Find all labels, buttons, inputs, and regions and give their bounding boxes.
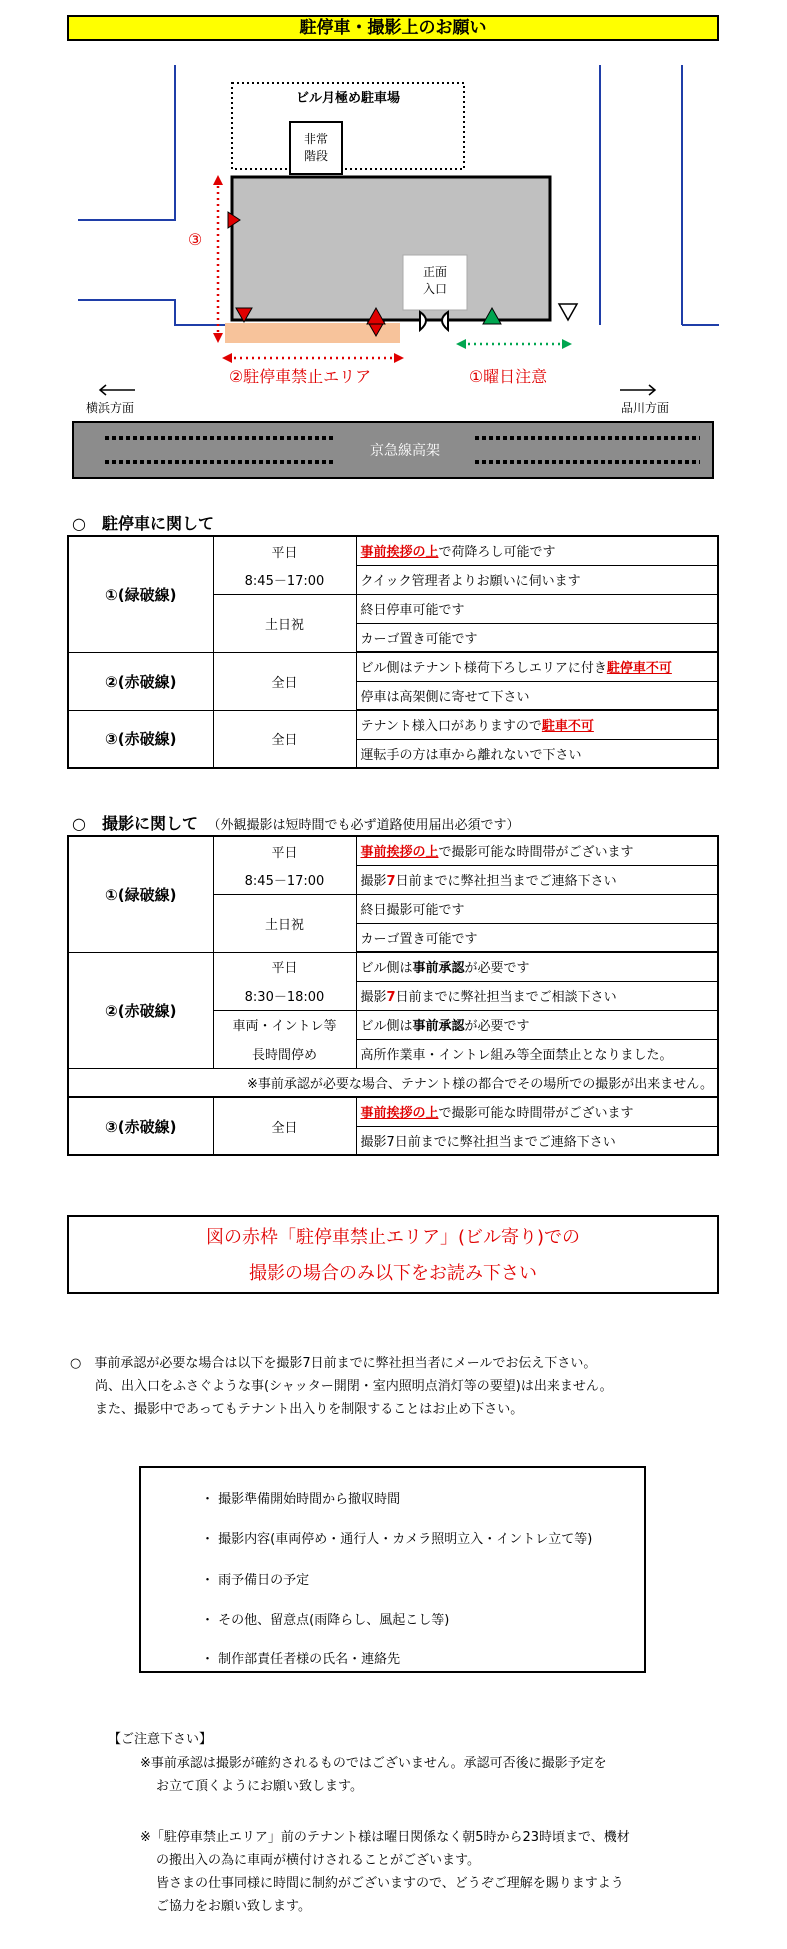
- list-item: ・ 撮影準備開始時間から撤収時間: [201, 1492, 401, 1507]
- list-item: ・ 撮影内容(車両停め・通行人・カメラ照明立入・イントレ立て等): [201, 1532, 593, 1547]
- intro-line-1: ○ 事前承認が必要な場合は以下を撮影7日前までに弊社担当者にメールでお伝え下さい。: [70, 1356, 597, 1371]
- shooting-r1-line2: 撮影7日前までに弊社担当までご連絡下さい: [356, 865, 718, 894]
- entrance-label-2: 入口: [422, 282, 448, 296]
- intro-paragraph: [70, 1352, 613, 1421]
- notice-box: [67, 1215, 719, 1294]
- shooting-r2-line4: 高所作業車・イントレ組み等全面禁止となりました。: [356, 1039, 718, 1068]
- required-info-box: [139, 1466, 646, 1673]
- parking-heading: ○ 駐停車に関して: [72, 514, 214, 533]
- parking-r3-line1: テナント様入口がありますので駐車不可: [356, 710, 718, 739]
- parking-r1-weekday: 平日: [213, 536, 356, 565]
- parking-label: ビル月極め駐車場: [295, 91, 401, 106]
- parking-r2-day: 全日: [213, 652, 356, 710]
- shooting-note-row: ※事前承認が必要な場合、テナント様の都合でその場所での撮影が出来ません。: [68, 1068, 718, 1097]
- shooting-r2-long: 長時間停め: [213, 1039, 356, 1068]
- list-item: ・ その他、留意点(雨降らし、風起こし等): [201, 1613, 450, 1628]
- shooting-r1-holiday: 土日祝: [213, 894, 356, 952]
- parking-row3-label: ③(赤破線): [68, 710, 213, 768]
- parking-r1-line2: クイック管理者よりお願いに伺います: [356, 565, 718, 594]
- parking-r1-holiday: 土日祝: [213, 594, 356, 652]
- zone3-marker: ③: [187, 230, 203, 249]
- list-item: ・ 雨予備日の予定: [201, 1573, 310, 1588]
- parking-r2-line1: ビル側はテナント様荷下ろしエリアに付き駐停車不可: [356, 652, 718, 681]
- parking-r2-line2: 停車は高架側に寄せて下さい: [356, 681, 718, 710]
- shooting-r1-line3: 終日撮影可能です: [356, 894, 718, 923]
- intro-line-3: また、撮影中であってもテナント出入りを制限することはお止め下さい。: [95, 1402, 524, 1417]
- intro-line-2: 尚、出入口をふさぐような事(シャッター開閉・室内照明点消灯等の要望)は出来ません。: [95, 1379, 613, 1394]
- parking-r3-day: 全日: [213, 710, 356, 768]
- shooting-r3-line2: 撮影7日前までに弊社担当までご連絡下さい: [356, 1126, 718, 1155]
- caution-heading: 【ご注意下さい】: [108, 1732, 213, 1747]
- shooting-r3-day: 全日: [213, 1097, 356, 1155]
- caution-paragraph-2: ※「駐停車禁止エリア」前のテナント様は曜日関係なく朝5時から23時頃まで、機材 の搬出入の為に車両が横付けされることがございます。 皆さまの仕事同様に時間に制約がございますので、どうぞご理解を賜りますよう ご協力をお願い致します。: [140, 1830, 630, 1914]
- shooting-r1-hours: 8:45－17:00: [213, 865, 356, 894]
- notice-line-1: 図の赤枠「駐停車禁止エリア」(ビル寄り)での: [205, 1227, 581, 1248]
- parking-r3-line2: 運転手の方は車から離れないで下さい: [356, 739, 718, 768]
- shooting-table: [67, 835, 719, 1156]
- list-item: ・ 制作部責任者様の氏名・連絡先: [201, 1652, 401, 1667]
- shooting-r2-line1: ビル側は事前承認が必要です: [356, 952, 718, 981]
- shooting-r2-weekday: 平日: [213, 952, 356, 981]
- parking-row2-label: ②(赤破線): [68, 652, 213, 710]
- zone2-label: ②駐停車禁止エリア: [228, 367, 372, 386]
- shinagawa-label: 品川方面: [620, 401, 670, 415]
- emergency-stairs: [290, 122, 342, 174]
- parking-r1-line3: 終日停車可能です: [356, 594, 718, 623]
- shooting-r1-line4: カーゴ置き可能です: [356, 923, 718, 952]
- parking-r1-line1: 事前挨拶の上で荷降ろし可能です: [356, 536, 718, 565]
- site-map: [0, 40, 787, 490]
- shooting-r2-line3: ビル側は事前承認が必要です: [356, 1010, 718, 1039]
- shooting-r2-line2: 撮影7日前までに弊社担当までご相談下さい: [356, 981, 718, 1010]
- shooting-r3-line1: 事前挨拶の上で撮影可能な時間帯がございます: [356, 1097, 718, 1126]
- caution-paragraph-1: ※事前承認は撮影が確約されるものではございません。承認可否後に撮影予定を お立て頂くようにお願い致します。: [140, 1756, 607, 1794]
- yokohama-label: 横浜方面: [85, 401, 135, 415]
- parking-row1-label: ①(緑破線): [68, 536, 213, 652]
- parking-table: [67, 535, 719, 769]
- shooting-row2-label: ②(赤破線): [68, 952, 213, 1068]
- rail-label: 京急線高架: [370, 443, 440, 459]
- notice-line-2: 撮影の場合のみ以下をお読み下さい: [249, 1263, 537, 1284]
- building: [232, 177, 550, 320]
- shooting-r2-vehicle: 車両・イントレ等: [213, 1010, 356, 1039]
- shooting-r1-line1: 事前挨拶の上で撮影可能な時間帯がございます: [356, 836, 718, 865]
- parking-r1-line4: カーゴ置き可能です: [356, 623, 718, 652]
- stairs-label-2: 階段: [303, 149, 329, 163]
- stairs-label-1: 非常: [303, 132, 329, 146]
- shooting-row3-label: ③(赤破線): [68, 1097, 213, 1155]
- entrance-label-1: 正面: [422, 265, 448, 279]
- parking-r1-hours: 8:45－17:00: [213, 565, 356, 594]
- white-triangle-down: [559, 304, 577, 320]
- shooting-r2-hours: 8:30－18:00: [213, 981, 356, 1010]
- zone1-label: ①曜日注意: [468, 367, 548, 386]
- shooting-row1-label: ①(緑破線): [68, 836, 213, 952]
- shooting-r1-weekday: 平日: [213, 836, 356, 865]
- shooting-heading: ○ 撮影に関して （外観撮影は短時間でも必ず道路使用届出必須です）: [72, 814, 520, 833]
- page-title: 駐停車・撮影上のお願い: [67, 15, 719, 41]
